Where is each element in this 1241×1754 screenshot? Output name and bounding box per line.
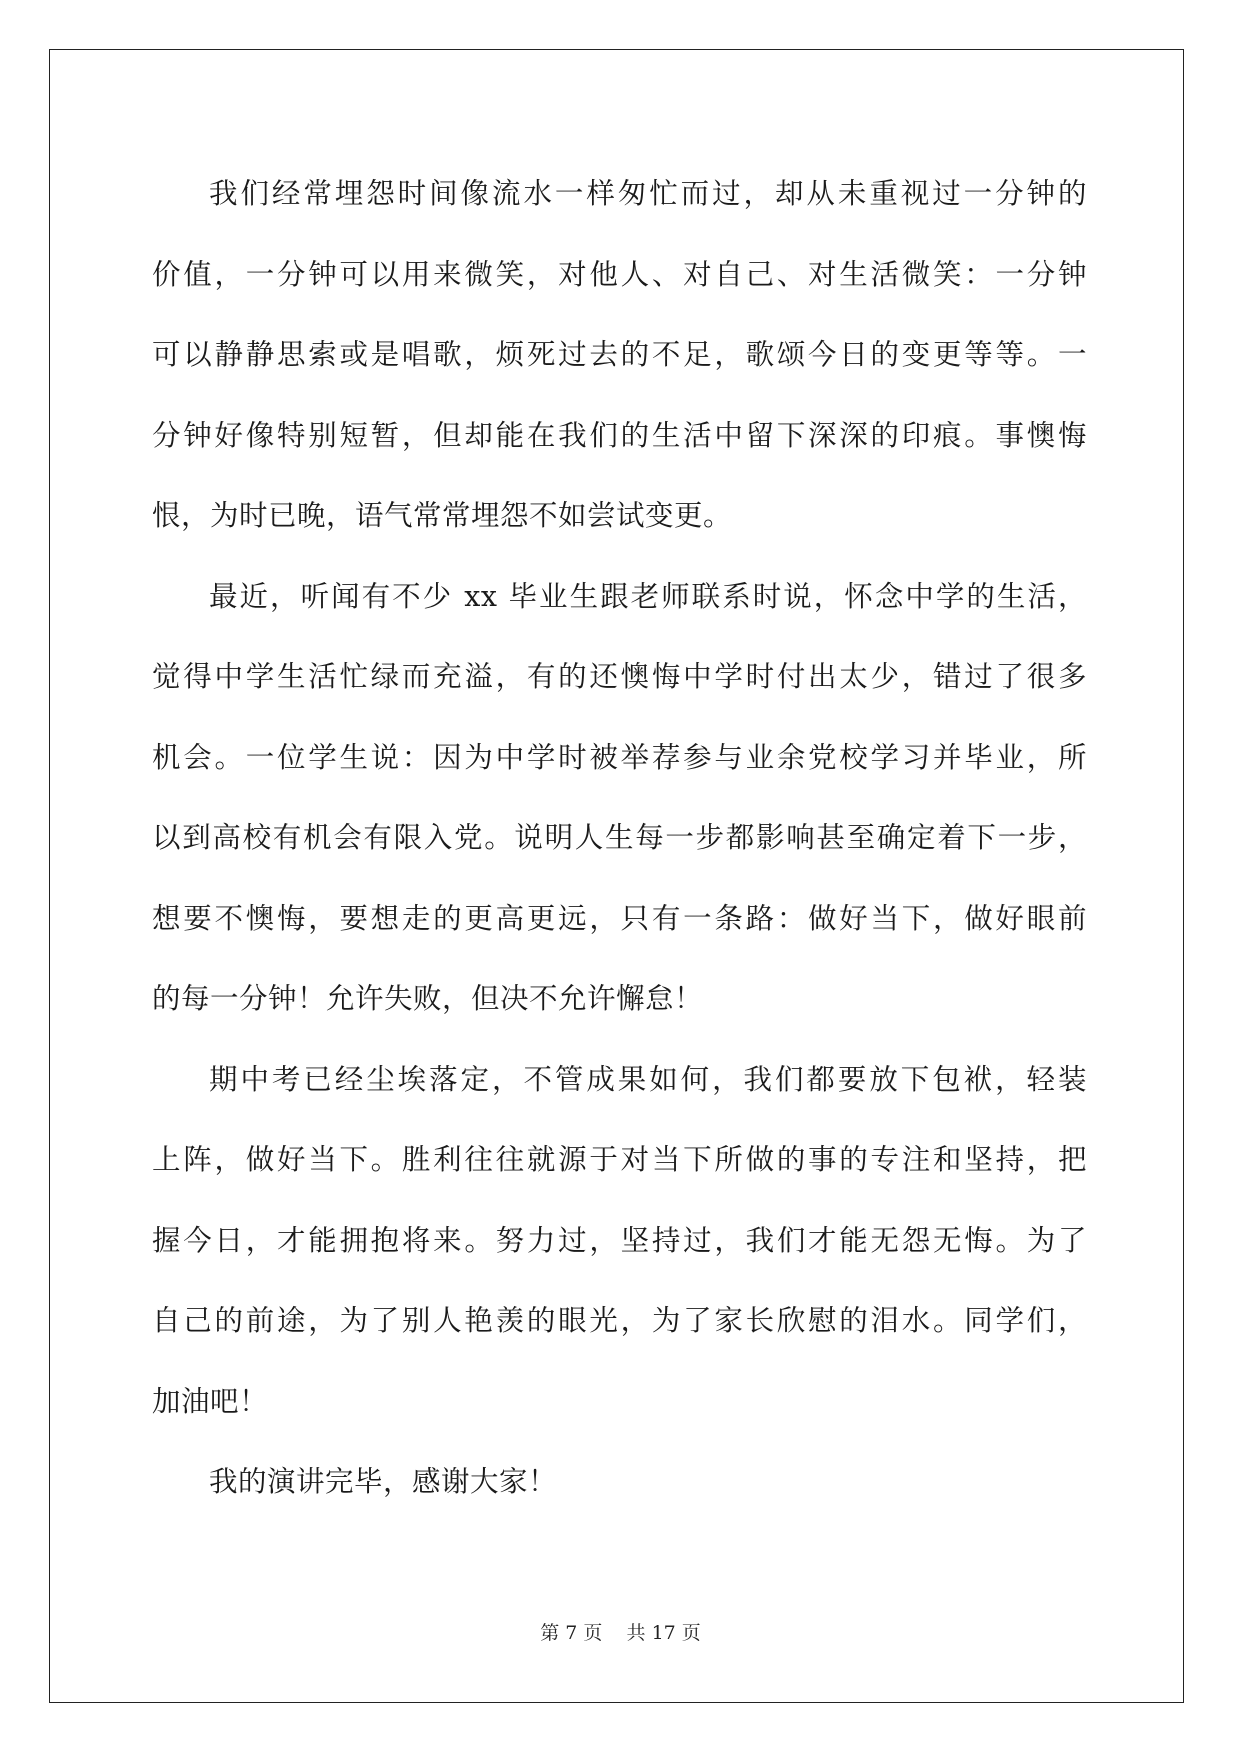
text-line: 加油吧！ [152,1384,269,1418]
text-line: 以到高校有机会有限入党。说明人生每一步都影响甚至确定着下一步， [152,821,1087,854]
text-line: 价值，一分钟可以用来微笑，对他人、对自己、对生活微笑：一分钟 [152,257,1087,291]
text-line: 可以静静思索或是唱歌，烦死过去的不足，歌颂今日的变更等等。一 [152,338,1087,371]
paragraph-4 [152,1442,1087,1523]
text-line: 最近，听闻有不少 xx 毕业生跟老师联系时说，怀念中学的生活， [209,579,1087,613]
text-line: 觉得中学生活忙绿而充溢，有的还懊悔中学时付出太少，错过了很多 [152,660,1087,693]
text-line: 机会。一位学生说：因为中学时被举荐参与业余党校学习并毕业，所 [152,740,1087,774]
page-number: 第 7 页 [540,1622,603,1644]
document-body [152,154,1087,1523]
paragraph-1 [152,154,1087,557]
text-line: 上阵，做好当下。胜利往往就源于对当下所做的事的专注和坚持，把 [152,1143,1087,1176]
page-total: 共 17 页 [626,1622,701,1644]
paragraph-3 [152,1040,1087,1443]
text-line: 握今日，才能拥抱将来。努力过，坚持过，我们才能无怨无悔。为了 [152,1223,1087,1257]
text-line: 分钟好像特别短暂，但却能在我们的生活中留下深深的印痕。事懊悔 [152,418,1087,452]
text-line: 自己的前途，为了别人艳羡的眼光，为了家长欣慰的泪水。同学们， [152,1304,1087,1337]
paragraph-2 [152,557,1087,1040]
text-line: 我的演讲完毕，感谢大家！ [209,1465,558,1498]
text-line: 的每一分钟！允许失败，但决不允许懈怠！ [152,982,704,1015]
text-line: 我们经常埋怨时间像流水一样匆忙而过，却从未重视过一分钟的 [209,177,1087,210]
text-line: 期中考已经尘埃落定，不管成果如何，我们都要放下包袱，轻装 [209,1062,1087,1096]
text-line: 恨，为时已晚，语气常常埋怨不如尝试变更。 [152,499,733,532]
text-line: 想要不懊悔，要想走的更高更远，只有一条路：做好当下，做好眼前 [152,901,1087,935]
page-footer [0,1618,1241,1645]
